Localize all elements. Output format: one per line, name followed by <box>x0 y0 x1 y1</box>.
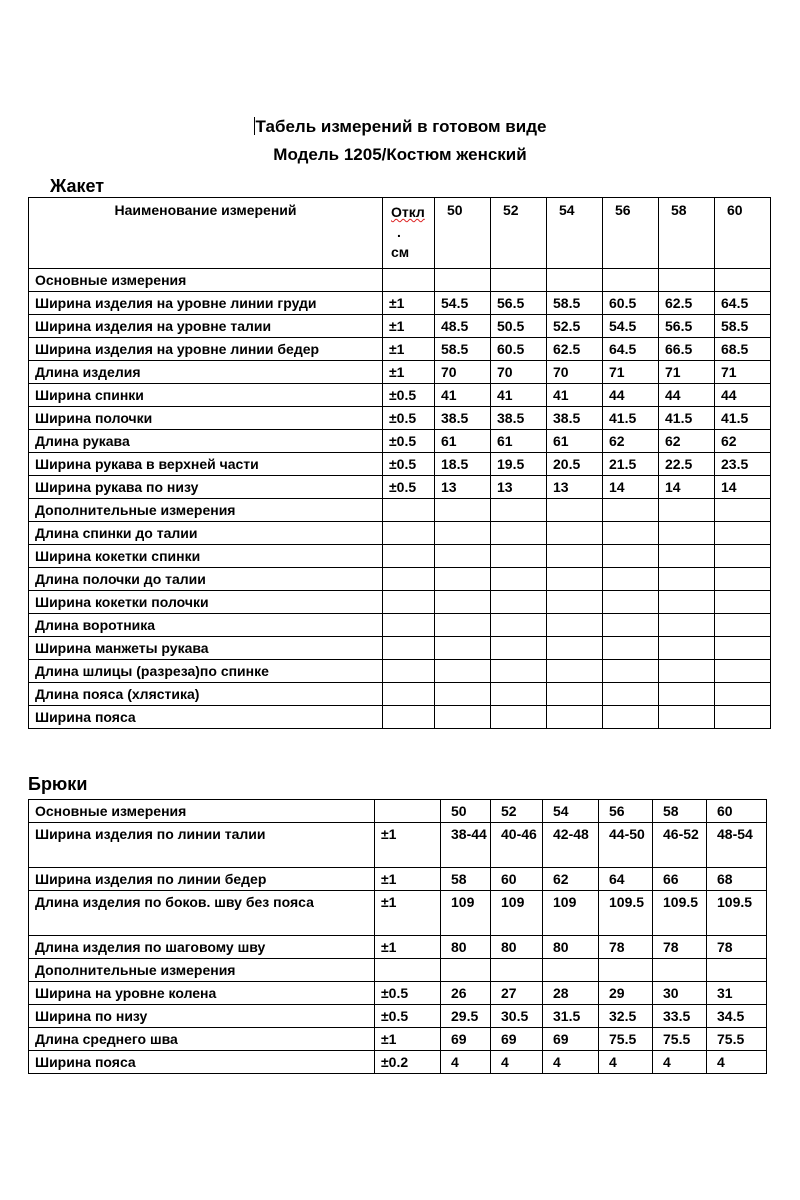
table-header-row <box>29 800 767 823</box>
value-cell: 66.5 <box>659 338 715 361</box>
table-row <box>29 1051 767 1074</box>
measurement-name: Ширина кокетки спинки <box>29 545 383 568</box>
measurement-name: Длина изделия по шаговому шву <box>29 936 375 959</box>
table-row <box>29 407 771 430</box>
value-cell: 13 <box>435 476 491 499</box>
value-cell <box>715 706 771 729</box>
value-cell: 33.5 <box>653 1005 707 1028</box>
tolerance-cell: ±0.5 <box>383 384 435 407</box>
value-cell <box>715 522 771 545</box>
table-row <box>29 959 767 982</box>
value-cell <box>547 683 603 706</box>
value-cell: 58.5 <box>715 315 771 338</box>
value-cell <box>715 591 771 614</box>
value-cell: 58.5 <box>435 338 491 361</box>
value-cell: 109.5 <box>653 891 707 936</box>
value-cell: 4 <box>653 1051 707 1074</box>
value-cell <box>491 660 547 683</box>
value-cell <box>491 614 547 637</box>
value-cell: 41.5 <box>659 407 715 430</box>
value-cell <box>603 683 659 706</box>
value-cell <box>603 269 659 292</box>
value-cell <box>435 545 491 568</box>
value-cell <box>659 614 715 637</box>
table-row <box>29 1005 767 1028</box>
value-cell: 41.5 <box>603 407 659 430</box>
value-cell <box>547 269 603 292</box>
tolerance-cell: ±1 <box>383 292 435 315</box>
value-cell <box>547 637 603 660</box>
value-cell: 109 <box>441 891 491 936</box>
value-cell: 29.5 <box>441 1005 491 1028</box>
value-cell <box>659 545 715 568</box>
value-cell <box>715 269 771 292</box>
tolerance-cell: ±0.5 <box>383 430 435 453</box>
table-row <box>29 1028 767 1051</box>
value-cell: 78 <box>653 936 707 959</box>
value-cell: 64 <box>599 868 653 891</box>
value-cell: 31 <box>707 982 767 1005</box>
value-cell <box>491 522 547 545</box>
value-cell: 61 <box>491 430 547 453</box>
value-cell <box>659 706 715 729</box>
table-row <box>29 545 771 568</box>
size-header: 56 <box>599 800 653 823</box>
value-cell: 80 <box>441 936 491 959</box>
measurement-name: Ширина спинки <box>29 384 383 407</box>
jacket-table <box>28 197 771 729</box>
value-cell <box>491 568 547 591</box>
measurement-name: Ширина изделия на уровне линии груди <box>29 292 383 315</box>
value-cell: 64.5 <box>715 292 771 315</box>
value-cell: 18.5 <box>435 453 491 476</box>
value-cell: 60.5 <box>491 338 547 361</box>
size-header: 50 <box>441 800 491 823</box>
value-cell: 4 <box>599 1051 653 1074</box>
table-row <box>29 384 771 407</box>
table-row <box>29 591 771 614</box>
measurement-name: Длина изделия <box>29 361 383 384</box>
value-cell: 4 <box>707 1051 767 1074</box>
value-cell <box>715 614 771 637</box>
table-row <box>29 982 767 1005</box>
value-cell: 41 <box>547 384 603 407</box>
value-cell: 46-52 <box>653 823 707 868</box>
table-row <box>29 683 771 706</box>
table-row <box>29 614 771 637</box>
value-cell <box>547 706 603 729</box>
value-cell: 62.5 <box>547 338 603 361</box>
value-cell <box>707 959 767 982</box>
value-cell <box>659 683 715 706</box>
table-row <box>29 522 771 545</box>
value-cell: 75.5 <box>653 1028 707 1051</box>
measurement-name: Ширина по низу <box>29 1005 375 1028</box>
pants-table <box>28 799 767 1074</box>
value-cell <box>491 706 547 729</box>
tolerance-cell <box>383 637 435 660</box>
value-cell: 68.5 <box>715 338 771 361</box>
measurement-name: Длина изделия по боков. шву без пояса <box>29 891 375 936</box>
measurement-name: Длина среднего шва <box>29 1028 375 1051</box>
tolerance-cell: ±1 <box>375 936 441 959</box>
value-cell: 71 <box>659 361 715 384</box>
measurement-name: Ширина рукава по низу <box>29 476 383 499</box>
tolerance-header-part: . <box>397 224 401 240</box>
table-row <box>29 660 771 683</box>
value-cell: 27 <box>491 982 543 1005</box>
tolerance-cell: ±1 <box>375 823 441 868</box>
size-header: 54 <box>543 800 599 823</box>
value-cell: 61 <box>547 430 603 453</box>
value-cell: 70 <box>435 361 491 384</box>
value-cell: 62 <box>543 868 599 891</box>
value-cell: 80 <box>543 936 599 959</box>
tolerance-cell <box>383 499 435 522</box>
size-header: 54 <box>547 198 603 269</box>
value-cell: 38.5 <box>435 407 491 430</box>
value-cell: 32.5 <box>599 1005 653 1028</box>
tolerance-cell <box>383 683 435 706</box>
table-row <box>29 637 771 660</box>
value-cell: 30.5 <box>491 1005 543 1028</box>
value-cell: 21.5 <box>603 453 659 476</box>
table-row <box>29 453 771 476</box>
value-cell: 41 <box>435 384 491 407</box>
value-cell <box>659 637 715 660</box>
size-header: 58 <box>659 198 715 269</box>
value-cell: 44 <box>603 384 659 407</box>
value-cell <box>653 959 707 982</box>
value-cell: 78 <box>599 936 653 959</box>
tolerance-cell: ±1 <box>383 315 435 338</box>
value-cell: 4 <box>441 1051 491 1074</box>
value-cell: 109.5 <box>707 891 767 936</box>
jacket-section-title: Жакет <box>50 176 105 196</box>
value-cell: 38.5 <box>547 407 603 430</box>
table-row <box>29 430 771 453</box>
measurement-name: Длина шлицы (разреза)по спинке <box>29 660 383 683</box>
value-cell <box>715 660 771 683</box>
value-cell: 31.5 <box>543 1005 599 1028</box>
size-header: 52 <box>491 198 547 269</box>
table-row <box>29 269 771 292</box>
value-cell <box>547 591 603 614</box>
tolerance-cell <box>383 614 435 637</box>
value-cell: 48.5 <box>435 315 491 338</box>
measurement-name: Ширина изделия по линии талии <box>29 823 375 868</box>
size-header: 60 <box>715 198 771 269</box>
measurement-name: Ширина полочки <box>29 407 383 430</box>
table-header-row <box>29 198 771 269</box>
size-header: 58 <box>653 800 707 823</box>
value-cell <box>435 706 491 729</box>
tolerance-cell <box>383 568 435 591</box>
value-cell <box>603 568 659 591</box>
value-cell: 60 <box>491 868 543 891</box>
value-cell: 61 <box>435 430 491 453</box>
measurement-name: Длина пояса (хлястика) <box>29 683 383 706</box>
value-cell <box>603 614 659 637</box>
measurement-name: Ширина пояса <box>29 1051 375 1074</box>
value-cell <box>547 499 603 522</box>
value-cell <box>659 660 715 683</box>
value-cell: 20.5 <box>547 453 603 476</box>
tolerance-cell: ±0.5 <box>383 453 435 476</box>
header-label: Наименование измерений <box>29 198 383 269</box>
value-cell <box>491 269 547 292</box>
value-cell: 69 <box>491 1028 543 1051</box>
value-cell <box>715 499 771 522</box>
tolerance-cell: ±1 <box>375 891 441 936</box>
tolerance-cell: ±0.5 <box>383 476 435 499</box>
value-cell <box>659 568 715 591</box>
value-cell: 14 <box>659 476 715 499</box>
table-row <box>29 706 771 729</box>
value-cell <box>659 591 715 614</box>
value-cell: 42-48 <box>543 823 599 868</box>
value-cell: 52.5 <box>547 315 603 338</box>
measurement-name: Ширина изделия на уровне линии бедер <box>29 338 383 361</box>
value-cell: 109.5 <box>599 891 653 936</box>
value-cell <box>435 683 491 706</box>
tolerance-cell: ±1 <box>375 868 441 891</box>
value-cell <box>491 499 547 522</box>
value-cell <box>715 545 771 568</box>
value-cell: 69 <box>543 1028 599 1051</box>
tolerance-cell <box>383 706 435 729</box>
value-cell: 66 <box>653 868 707 891</box>
value-cell: 69 <box>441 1028 491 1051</box>
measurement-name: Ширина на уровне колена <box>29 982 375 1005</box>
value-cell: 29 <box>599 982 653 1005</box>
measurement-name: Длина полочки до талии <box>29 568 383 591</box>
size-header: 50 <box>435 198 491 269</box>
value-cell <box>543 959 599 982</box>
value-cell <box>603 499 659 522</box>
value-cell: 58 <box>441 868 491 891</box>
value-cell: 28 <box>543 982 599 1005</box>
value-cell: 60.5 <box>603 292 659 315</box>
measurement-name: Ширина рукава в верхней части <box>29 453 383 476</box>
value-cell <box>547 614 603 637</box>
tolerance-cell: ±0.2 <box>375 1051 441 1074</box>
value-cell: 70 <box>491 361 547 384</box>
measurement-name: Ширина кокетки полочки <box>29 591 383 614</box>
measurement-name: Дополнительные измерения <box>29 499 383 522</box>
measurement-name: Ширина изделия на уровне талии <box>29 315 383 338</box>
value-cell <box>491 683 547 706</box>
document-subtitle: Модель 1205/Костюм женский <box>273 145 527 164</box>
table-row <box>29 823 767 868</box>
value-cell: 38.5 <box>491 407 547 430</box>
value-cell: 54.5 <box>435 292 491 315</box>
tolerance-cell: ±1 <box>375 1028 441 1051</box>
value-cell: 19.5 <box>491 453 547 476</box>
value-cell: 56.5 <box>491 292 547 315</box>
value-cell: 78 <box>707 936 767 959</box>
value-cell: 44-50 <box>599 823 653 868</box>
tolerance-cell <box>375 959 441 982</box>
value-cell <box>715 683 771 706</box>
value-cell: 50.5 <box>491 315 547 338</box>
table-row <box>29 499 771 522</box>
value-cell <box>547 568 603 591</box>
value-cell: 62.5 <box>659 292 715 315</box>
table-row <box>29 338 771 361</box>
size-header: 56 <box>603 198 659 269</box>
value-cell: 4 <box>543 1051 599 1074</box>
table-row <box>29 891 767 936</box>
header-label: Основные измерения <box>29 800 375 823</box>
value-cell <box>491 637 547 660</box>
value-cell: 44 <box>659 384 715 407</box>
value-cell: 13 <box>491 476 547 499</box>
value-cell <box>659 269 715 292</box>
value-cell <box>435 499 491 522</box>
value-cell <box>659 522 715 545</box>
value-cell <box>435 568 491 591</box>
size-header: 52 <box>491 800 543 823</box>
value-cell: 41 <box>491 384 547 407</box>
value-cell <box>491 591 547 614</box>
value-cell: 38-44 <box>441 823 491 868</box>
value-cell: 62 <box>715 430 771 453</box>
tolerance-header-part: Откл <box>391 204 425 220</box>
value-cell <box>435 522 491 545</box>
value-cell <box>435 269 491 292</box>
value-cell: 30 <box>653 982 707 1005</box>
tolerance-cell <box>383 269 435 292</box>
value-cell: 26 <box>441 982 491 1005</box>
value-cell <box>547 522 603 545</box>
measurement-name: Ширина изделия по линии бедер <box>29 868 375 891</box>
tolerance-cell <box>383 522 435 545</box>
value-cell <box>715 637 771 660</box>
text-cursor <box>254 117 255 135</box>
tolerance-cell <box>383 591 435 614</box>
table-row <box>29 361 771 384</box>
measurement-name: Дополнительные измерения <box>29 959 375 982</box>
value-cell: 14 <box>603 476 659 499</box>
value-cell: 41.5 <box>715 407 771 430</box>
value-cell: 71 <box>603 361 659 384</box>
table-row <box>29 868 767 891</box>
value-cell <box>491 959 543 982</box>
tolerance-cell: ±0.5 <box>375 982 441 1005</box>
table-row <box>29 568 771 591</box>
value-cell <box>603 522 659 545</box>
value-cell: 54.5 <box>603 315 659 338</box>
value-cell: 23.5 <box>715 453 771 476</box>
value-cell <box>547 660 603 683</box>
value-cell <box>547 545 603 568</box>
value-cell: 34.5 <box>707 1005 767 1028</box>
tolerance-cell: ±1 <box>383 338 435 361</box>
value-cell <box>715 568 771 591</box>
tolerance-cell <box>383 545 435 568</box>
value-cell: 80 <box>491 936 543 959</box>
value-cell <box>435 660 491 683</box>
value-cell <box>603 660 659 683</box>
value-cell: 75.5 <box>707 1028 767 1051</box>
value-cell <box>435 637 491 660</box>
document-title: Табель измерений в готовом виде <box>255 117 547 136</box>
value-cell: 14 <box>715 476 771 499</box>
table-row <box>29 476 771 499</box>
tolerance-header-part: см <box>391 244 410 260</box>
value-cell: 48-54 <box>707 823 767 868</box>
value-cell: 109 <box>491 891 543 936</box>
tolerance-cell: ±0.5 <box>375 1005 441 1028</box>
value-cell <box>441 959 491 982</box>
measurement-name: Длина спинки до талии <box>29 522 383 545</box>
value-cell: 44 <box>715 384 771 407</box>
measurement-name: Длина рукава <box>29 430 383 453</box>
pants-section-title: Брюки <box>28 774 88 794</box>
value-cell: 75.5 <box>599 1028 653 1051</box>
value-cell <box>599 959 653 982</box>
measurement-name: Основные измерения <box>29 269 383 292</box>
tolerance-cell: ±1 <box>383 361 435 384</box>
size-header: 60 <box>707 800 767 823</box>
measurement-name: Длина воротника <box>29 614 383 637</box>
value-cell <box>435 591 491 614</box>
value-cell: 13 <box>547 476 603 499</box>
value-cell <box>603 545 659 568</box>
value-cell: 22.5 <box>659 453 715 476</box>
value-cell <box>435 614 491 637</box>
value-cell <box>603 706 659 729</box>
value-cell: 4 <box>491 1051 543 1074</box>
value-cell: 62 <box>603 430 659 453</box>
table-row <box>29 292 771 315</box>
tolerance-cell <box>375 800 441 823</box>
value-cell <box>659 499 715 522</box>
value-cell: 58.5 <box>547 292 603 315</box>
table-row <box>29 315 771 338</box>
value-cell: 109 <box>543 891 599 936</box>
value-cell: 71 <box>715 361 771 384</box>
table-row <box>29 936 767 959</box>
measurement-name: Ширина пояса <box>29 706 383 729</box>
value-cell: 56.5 <box>659 315 715 338</box>
value-cell: 40-46 <box>491 823 543 868</box>
value-cell: 70 <box>547 361 603 384</box>
tolerance-header <box>383 198 435 269</box>
value-cell: 64.5 <box>603 338 659 361</box>
value-cell <box>603 591 659 614</box>
value-cell: 62 <box>659 430 715 453</box>
value-cell: 68 <box>707 868 767 891</box>
tolerance-cell: ±0.5 <box>383 407 435 430</box>
value-cell <box>603 637 659 660</box>
value-cell <box>491 545 547 568</box>
tolerance-cell <box>383 660 435 683</box>
measurement-name: Ширина манжеты рукава <box>29 637 383 660</box>
